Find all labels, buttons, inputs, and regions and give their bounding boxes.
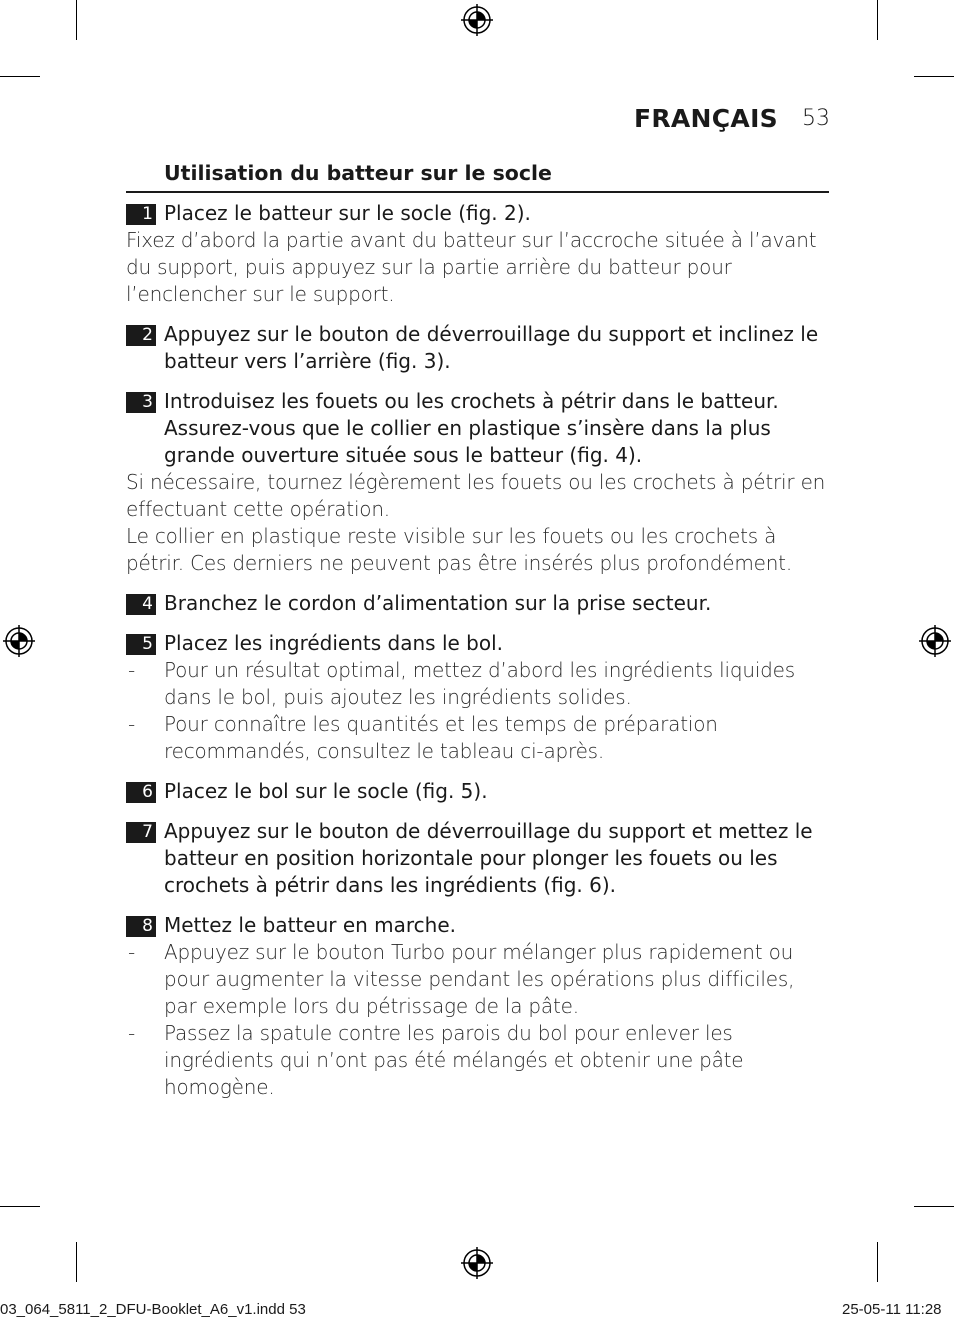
crop-mark — [0, 76, 40, 77]
crop-mark — [877, 1242, 878, 1282]
registration-mark-icon — [3, 625, 35, 657]
step-3 — [126, 388, 831, 469]
page-number: 53 — [802, 106, 830, 131]
footer-date: 25-05-11 11:28 — [842, 1301, 942, 1318]
step-text: Placez le batteur sur le socle (fig. 2). — [164, 201, 531, 225]
bullet-marker: - — [128, 940, 136, 964]
step-text: Appuyez sur le bouton de déverrouillage du support et inclinez le batteur vers l’arrière (fig. 3). — [164, 322, 819, 373]
list-item: - Appuyez sur le bouton Turbo pour mélanger plus rapidement ou pour augmenter la vitesse pendant les opérations plus difficiles, par exemple lors du pétrissage de la pâte. — [128, 940, 795, 1018]
crop-mark — [0, 1206, 40, 1207]
registration-mark-icon — [919, 625, 951, 657]
step-6 — [126, 778, 831, 805]
step-2 — [126, 321, 831, 375]
crop-mark — [76, 0, 77, 40]
registration-mark-icon — [461, 1247, 493, 1279]
bullet-list — [126, 657, 831, 765]
step-note: Fixez d’abord la partie avant du batteur sur l’accroche située à l’avant du support, puis appuyez sur la partie arrière du batteur pour l’enclencher sur le support. — [126, 228, 817, 306]
step-number: 8 — [126, 916, 156, 937]
step-text: Mettez le batteur en marche. — [164, 913, 457, 937]
step-number: 1 — [126, 204, 156, 225]
crop-mark — [914, 76, 954, 77]
crop-mark — [914, 1206, 954, 1207]
step-note: Si nécessaire, tournez légèrement les fouets ou les crochets à pétrir en effectuant cette opération. — [126, 470, 826, 521]
bullet-marker: - — [128, 712, 136, 736]
instructions — [126, 200, 831, 1101]
list-item: - Passez la spatule contre les parois du bol pour enlever les ingrédients qui n’ont pas été mélangés et obtenir une pâte homogène. — [128, 1021, 744, 1099]
step-note: Le collier en plastique reste visible sur les fouets ou les crochets à pétrir. Ces derniers ne peuvent pas être insérés plus profondément. — [126, 524, 792, 575]
step-number: 3 — [126, 392, 156, 413]
step-number: 2 — [126, 325, 156, 346]
crop-mark — [877, 0, 878, 40]
step-number: 6 — [126, 782, 156, 803]
footer-filename: 03_064_5811_2_DFU-Booklet_A6_v1.indd 53 — [0, 1301, 306, 1318]
step-4 — [126, 590, 831, 617]
bullet-marker: - — [128, 1021, 136, 1045]
step-5 — [126, 630, 831, 657]
step-text: Branchez le cordon d’alimentation sur la prise secteur. — [164, 591, 712, 615]
list-item: - Pour un résultat optimal, mettez d’abord les ingrédients liquides dans le bol, puis ajoutez les ingrédients solides. — [128, 658, 795, 709]
step-number: 7 — [126, 822, 156, 843]
registration-mark-icon — [461, 4, 493, 36]
step-1 — [126, 200, 831, 227]
step-text: Placez le bol sur le socle (fig. 5). — [164, 779, 488, 803]
divider — [126, 191, 829, 193]
list-item: - Pour connaître les quantités et les temps de préparation recommandés, consultez le tableau ci-après. — [128, 712, 718, 763]
step-8 — [126, 912, 831, 939]
section-title: Utilisation du batteur sur le socle — [164, 161, 552, 185]
step-number: 5 — [126, 634, 156, 655]
step-text: Placez les ingrédients dans le bol. — [164, 631, 504, 655]
step-7 — [126, 818, 831, 899]
language-heading: FRANÇAIS — [633, 104, 778, 133]
bullet-list — [126, 939, 831, 1101]
step-text: Appuyez sur le bouton de déverrouillage du support et mettez le batteur en position horizontale pour plonger les fouets ou les crochets à pétrir dans les ingrédients (fig. 6). — [164, 819, 813, 897]
bullet-marker: - — [128, 658, 136, 682]
step-text: Introduisez les fouets ou les crochets à pétrir dans le batteur. Assurez-vous que le collier en plastique s’insère dans la plus grande ouverture située sous le batteur (fig. 4). — [164, 389, 779, 467]
step-number: 4 — [126, 594, 156, 615]
crop-mark — [76, 1242, 77, 1282]
